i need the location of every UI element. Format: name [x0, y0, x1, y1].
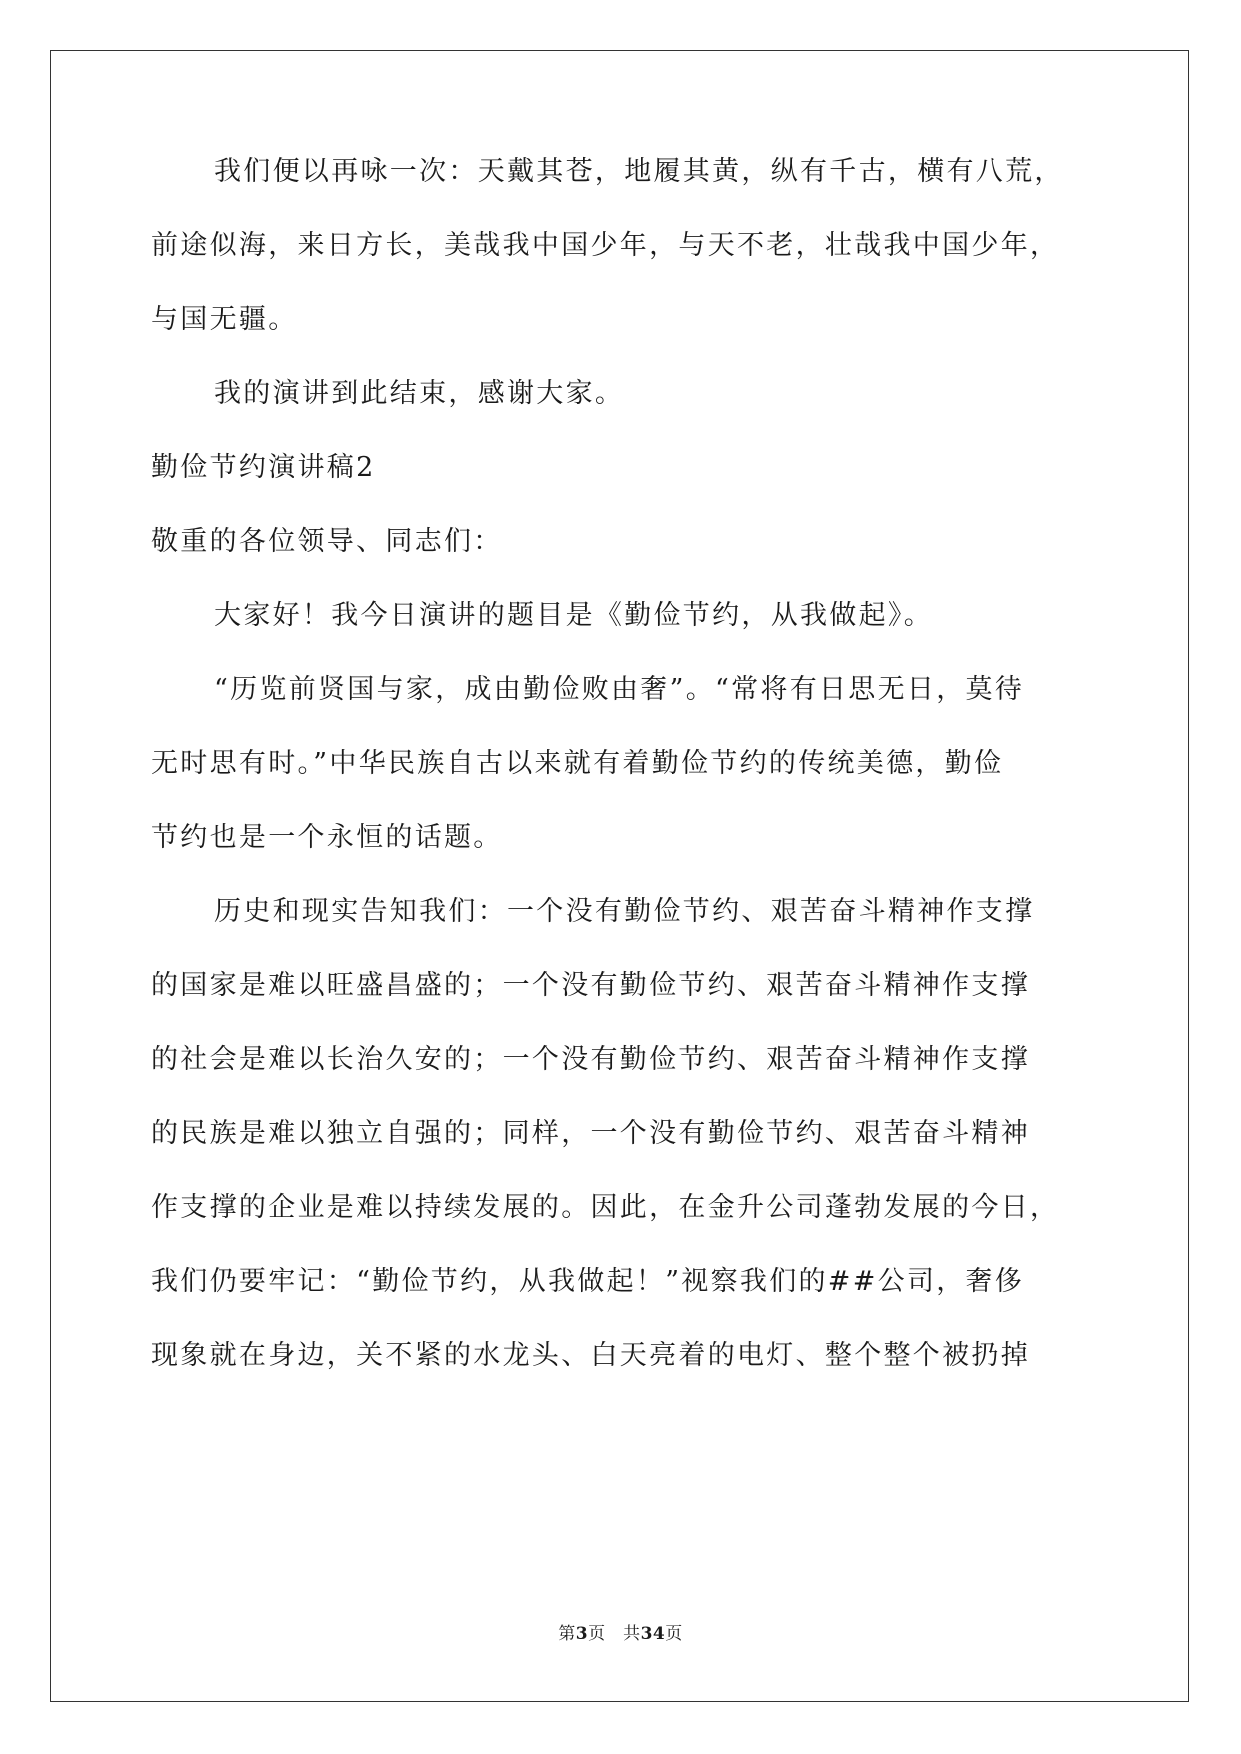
section-title: 勤俭节约演讲稿2	[151, 452, 376, 483]
paragraph-line: 大家好！我今日演讲的题目是《勤俭节约，从我做起》。	[214, 600, 933, 631]
paragraph-line: 历史和现实告知我们：一个没有勤俭节约、艰苦奋斗精神作支撑	[214, 896, 1035, 927]
salutation: 敬重的各位领导、同志们：	[151, 526, 503, 557]
page-footer	[0, 1622, 1241, 1646]
page-mid: 页 共	[588, 1624, 641, 1644]
paragraph-line: 的国家是难以旺盛昌盛的；一个没有勤俭节约、艰苦奋斗精神作支撑	[151, 970, 1030, 1001]
paragraph-line: “历览前贤国与家，成由勤俭败由奢”。“常将有日思无日，莫待	[214, 674, 1025, 705]
paragraph-line: 我们便以再咏一次：天戴其苍，地履其黄，纵有千古，横有八荒，	[214, 156, 1064, 187]
paragraph-line: 我的演讲到此结束，感谢大家。	[214, 378, 625, 409]
current-page-number: 3	[575, 1624, 589, 1644]
paragraph-line: 作支撑的企业是难以持续发展的。因此，在金升公司蓬勃发展的今日，	[151, 1192, 1060, 1223]
page-suffix: 页	[665, 1624, 683, 1644]
paragraph-line: 的社会是难以长治久安的；一个没有勤俭节约、艰苦奋斗精神作支撑	[151, 1044, 1030, 1075]
page-border	[50, 50, 1189, 1702]
total-page-number: 34	[640, 1624, 666, 1644]
paragraph-line: 节约也是一个永恒的话题。	[151, 822, 503, 853]
paragraph-line: 与国无疆。	[151, 304, 298, 335]
paragraph-line: 的民族是难以独立自强的；同样，一个没有勤俭节约、艰苦奋斗精神	[151, 1118, 1030, 1149]
paragraph-line: 我们仍要牢记：“勤俭节约，从我做起！”视察我们的##公司，奢侈	[151, 1266, 1025, 1297]
paragraph-line: 无时思有时。”中华民族自古以来就有着勤俭节约的传统美德，勤俭	[151, 748, 1004, 779]
paragraph-line: 现象就在身边，关不紧的水龙头、白天亮着的电灯、整个整个被扔掉	[151, 1340, 1030, 1371]
page-prefix: 第	[558, 1624, 576, 1644]
paragraph-line: 前途似海，来日方长，美哉我中国少年，与天不老，壮哉我中国少年，	[151, 230, 1060, 261]
